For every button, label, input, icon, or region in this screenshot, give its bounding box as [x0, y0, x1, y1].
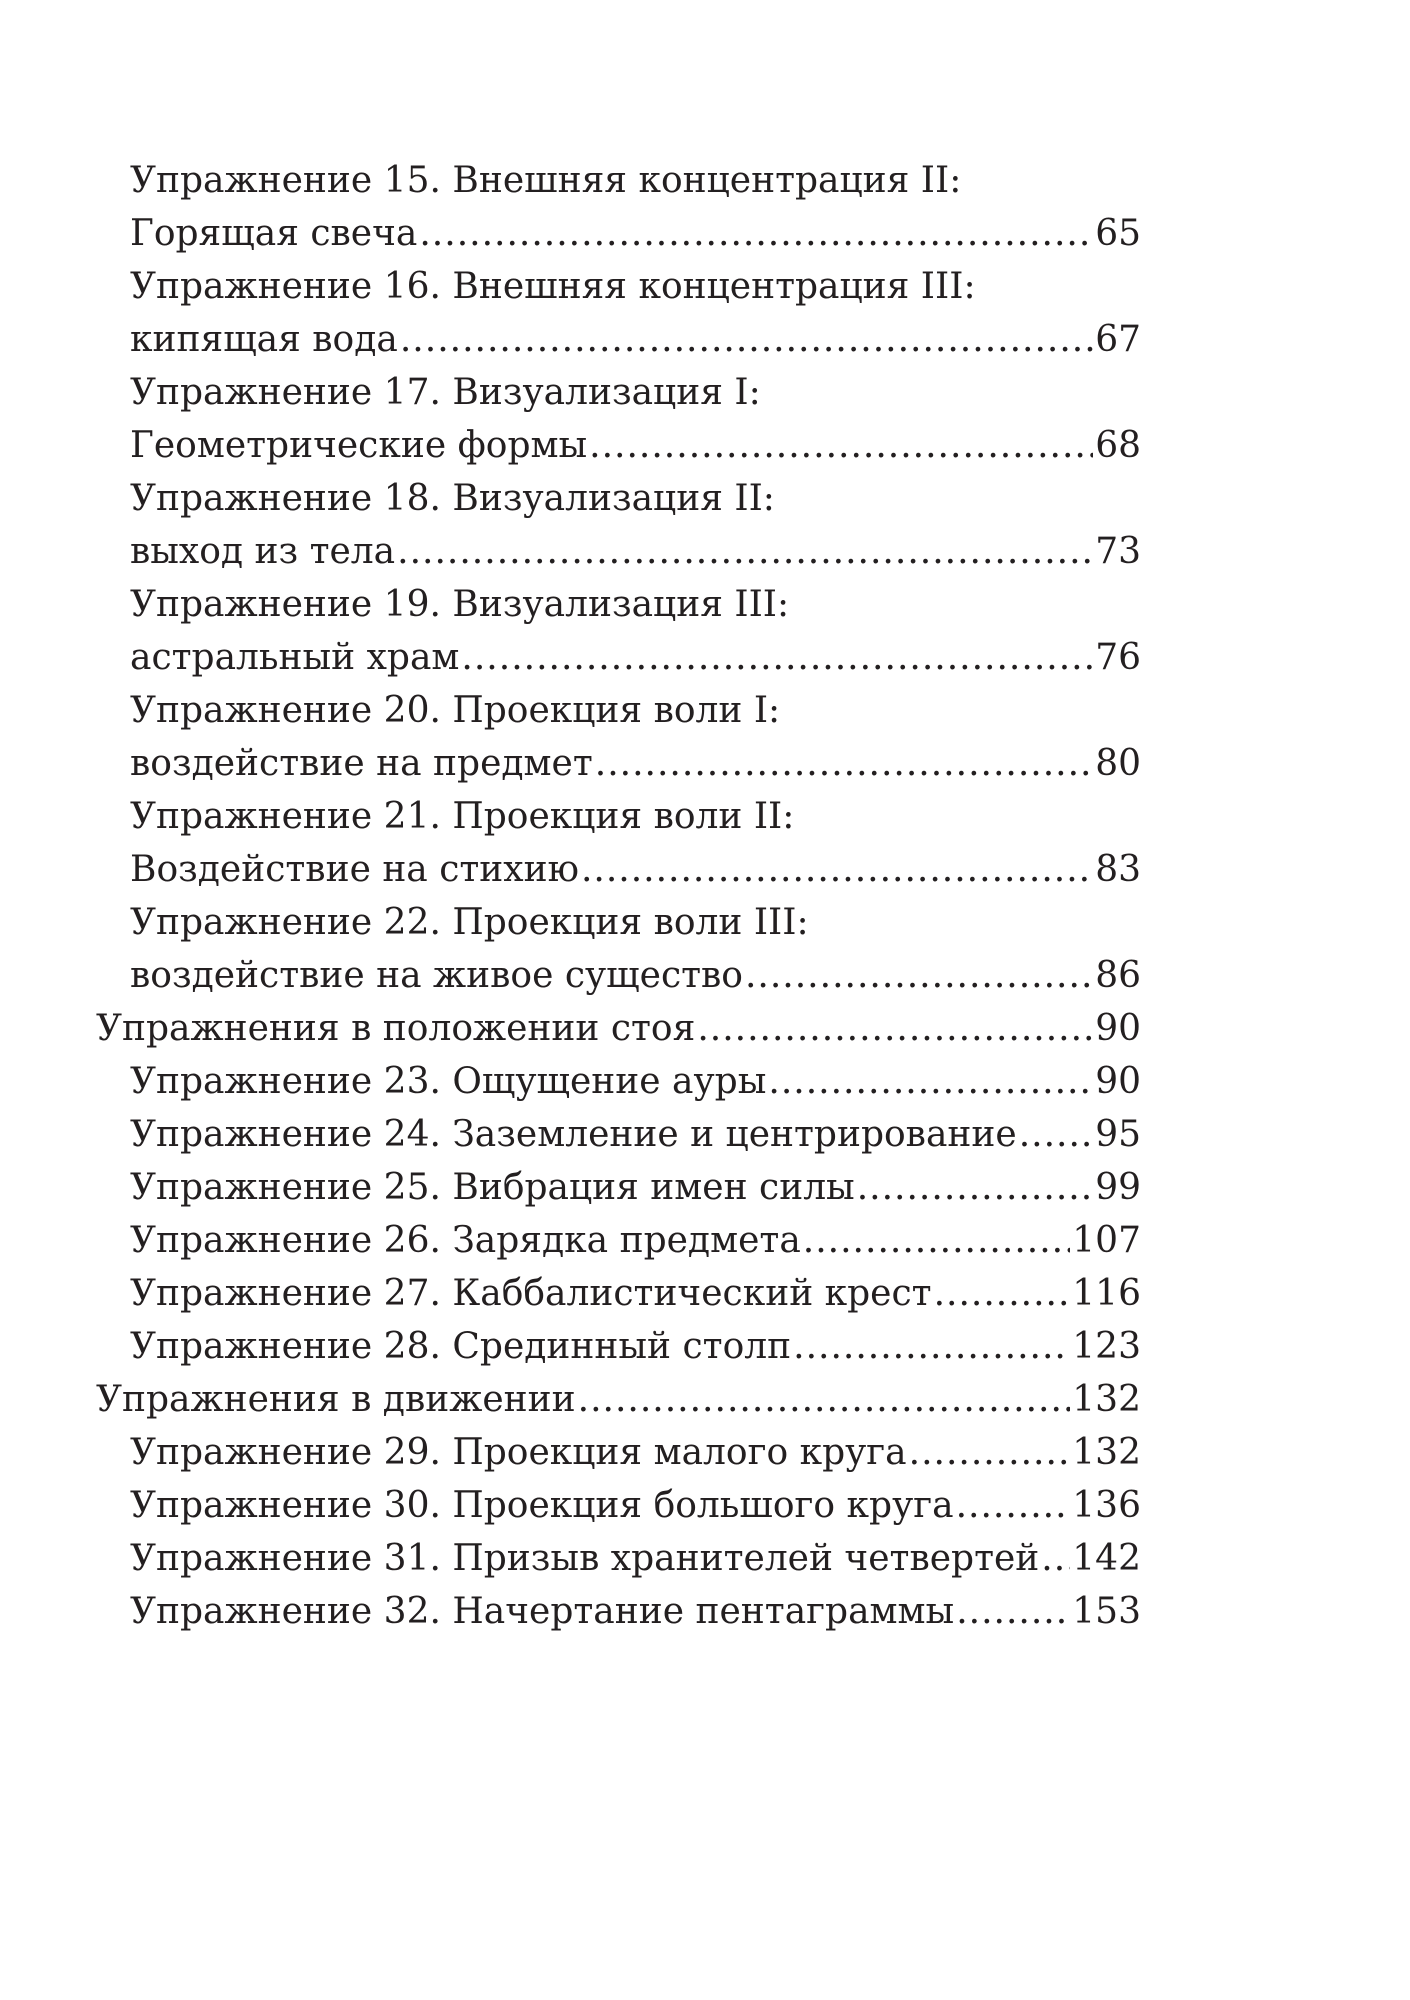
- toc-entry[interactable]: [96, 684, 1141, 790]
- toc-entry-title: Упражнение 25. Вибрация имен силы: [130, 1167, 855, 1208]
- toc-entry-subtitle: кипящая вода: [130, 319, 398, 360]
- toc-entry[interactable]: [96, 472, 1141, 578]
- toc-page-number: 67: [1095, 319, 1141, 360]
- toc-entry-leader: [130, 1108, 1141, 1161]
- toc-entry-subtitle: Геометрические формы: [130, 425, 588, 466]
- dot-leader: [578, 1373, 1071, 1426]
- toc-entry-leader: [130, 631, 1141, 684]
- toc-entry-title: Упражнение 27. Каббалистический крест: [130, 1273, 932, 1314]
- toc-entry[interactable]: [96, 1585, 1141, 1638]
- toc-page-number: 83: [1095, 849, 1141, 890]
- dot-leader: [1041, 1532, 1070, 1585]
- dot-leader: [589, 419, 1093, 472]
- dot-leader: [697, 1002, 1093, 1055]
- dot-leader: [397, 525, 1093, 578]
- toc-entry-title: Упражнение 29. Проекция малого круга: [130, 1432, 907, 1473]
- toc-entry-title: Упражнение 22. Проекция воли III:: [130, 902, 809, 943]
- toc-entry[interactable]: [96, 1108, 1141, 1161]
- toc-entry-leader: [96, 1002, 1141, 1055]
- toc-entry-title: Упражнение 26. Зарядка предмета: [130, 1220, 801, 1261]
- toc-entry[interactable]: [96, 260, 1141, 366]
- toc-entry-subtitle: астральный храм: [130, 637, 460, 678]
- toc-page-number: 132: [1072, 1432, 1141, 1473]
- toc-entry-title: Упражнение 21. Проекция воли II:: [130, 796, 795, 837]
- toc-entry-title: Упражнение 30. Проекция большого круга: [130, 1485, 954, 1526]
- dot-leader: [595, 737, 1093, 790]
- toc-entry[interactable]: [96, 1214, 1141, 1267]
- toc-entry-leader: [130, 1161, 1141, 1214]
- toc-page-number: 153: [1072, 1591, 1141, 1632]
- toc-entry[interactable]: [96, 896, 1141, 1002]
- toc-entry-leader: [130, 1479, 1141, 1532]
- toc-entry-title: Упражнение 24. Заземление и центрирование: [130, 1114, 1017, 1155]
- toc-entry-leader: [130, 1214, 1141, 1267]
- dot-leader: [1019, 1108, 1093, 1161]
- toc-page-number: 123: [1072, 1326, 1141, 1367]
- table-of-contents: [96, 154, 1141, 1638]
- toc-page-number: 65: [1095, 213, 1141, 254]
- toc-page-number: 68: [1095, 425, 1141, 466]
- toc-page-number: 142: [1072, 1538, 1141, 1579]
- dot-leader: [857, 1161, 1093, 1214]
- dot-leader: [400, 313, 1093, 366]
- toc-entry[interactable]: [96, 1161, 1141, 1214]
- dot-leader: [793, 1320, 1070, 1373]
- toc-entry-leader: [130, 1267, 1141, 1320]
- dot-leader: [909, 1426, 1071, 1479]
- dot-leader: [956, 1479, 1071, 1532]
- toc-entry-leader: [130, 1585, 1141, 1638]
- toc-entry-subtitle: Воздействие на стихию: [130, 849, 579, 890]
- toc-page-number: 76: [1095, 637, 1141, 678]
- dot-leader: [934, 1267, 1071, 1320]
- toc-entry-subtitle: воздействие на живое существо: [130, 955, 743, 996]
- toc-page-number: 90: [1095, 1008, 1141, 1049]
- toc-entry[interactable]: [96, 1055, 1141, 1108]
- toc-entry-leader: [130, 525, 1141, 578]
- toc-entry-leader: [130, 313, 1141, 366]
- toc-entry-title: Упражнение 31. Призыв хранителей четвертей: [130, 1538, 1040, 1579]
- toc-section[interactable]: [96, 1373, 1141, 1426]
- toc-entry[interactable]: [96, 366, 1141, 472]
- toc-page-number: 116: [1072, 1273, 1141, 1314]
- toc-entry-leader: [130, 419, 1141, 472]
- dot-leader: [956, 1585, 1070, 1638]
- toc-entry[interactable]: [96, 1532, 1141, 1585]
- toc-entry[interactable]: [96, 1267, 1141, 1320]
- toc-entry-subtitle: воздействие на предмет: [130, 743, 593, 784]
- toc-entry-leader: [130, 1055, 1141, 1108]
- toc-entry-subtitle: Горящая свеча: [130, 213, 418, 254]
- toc-entry[interactable]: [96, 1320, 1141, 1373]
- toc-entry[interactable]: [96, 1479, 1141, 1532]
- toc-entry[interactable]: [96, 1426, 1141, 1479]
- toc-entry-leader: [130, 207, 1141, 260]
- toc-entry-leader: [130, 1532, 1141, 1585]
- toc-page-number: 80: [1095, 743, 1141, 784]
- toc-entry-title: Упражнение 23. Ощущение ауры: [130, 1061, 767, 1102]
- toc-entry[interactable]: [96, 578, 1141, 684]
- toc-page-number: 136: [1072, 1485, 1141, 1526]
- toc-entry-title: Упражнение 18. Визуализация II:: [130, 478, 775, 519]
- toc-entry-title: Упражнение 20. Проекция воли I:: [130, 690, 781, 731]
- toc-section-title: Упражнения в движении: [96, 1379, 576, 1420]
- toc-entry-leader: [130, 949, 1141, 1002]
- toc-entry-leader: [96, 1373, 1141, 1426]
- toc-entry-subtitle: выход из тела: [130, 531, 396, 572]
- dot-leader: [803, 1214, 1071, 1267]
- toc-entry-title: Упражнение 32. Начертание пентаграммы: [130, 1591, 955, 1632]
- toc-page-number: 132: [1072, 1379, 1141, 1420]
- toc-section-title: Упражнения в положении стоя: [96, 1008, 696, 1049]
- toc-entry-leader: [130, 843, 1141, 896]
- toc-entry-leader: [130, 737, 1141, 790]
- toc-entry-title: Упражнение 28. Срединный столп: [130, 1326, 792, 1367]
- dot-leader: [768, 1055, 1093, 1108]
- toc-entry[interactable]: [96, 154, 1141, 260]
- toc-entry-title: Упражнение 17. Визуализация I:: [130, 372, 761, 413]
- toc-page-number: 86: [1095, 955, 1141, 996]
- dot-leader: [581, 843, 1093, 896]
- dot-leader: [419, 207, 1093, 260]
- toc-entry[interactable]: [96, 790, 1141, 896]
- toc-entry-title: Упражнение 16. Внешняя концентрация III:: [130, 266, 976, 307]
- toc-section[interactable]: [96, 1002, 1141, 1055]
- toc-entry-title: Упражнение 15. Внешняя концентрация II:: [130, 160, 962, 201]
- toc-page-number: 73: [1095, 531, 1141, 572]
- toc-entry-leader: [130, 1426, 1141, 1479]
- toc-page-number: 107: [1072, 1220, 1141, 1261]
- toc-page-number: 99: [1095, 1167, 1141, 1208]
- toc-page-number: 95: [1095, 1114, 1141, 1155]
- dot-leader: [461, 631, 1093, 684]
- toc-entry-leader: [130, 1320, 1141, 1373]
- dot-leader: [745, 949, 1093, 1002]
- toc-entry-title: Упражнение 19. Визуализация III:: [130, 584, 790, 625]
- toc-page-number: 90: [1095, 1061, 1141, 1102]
